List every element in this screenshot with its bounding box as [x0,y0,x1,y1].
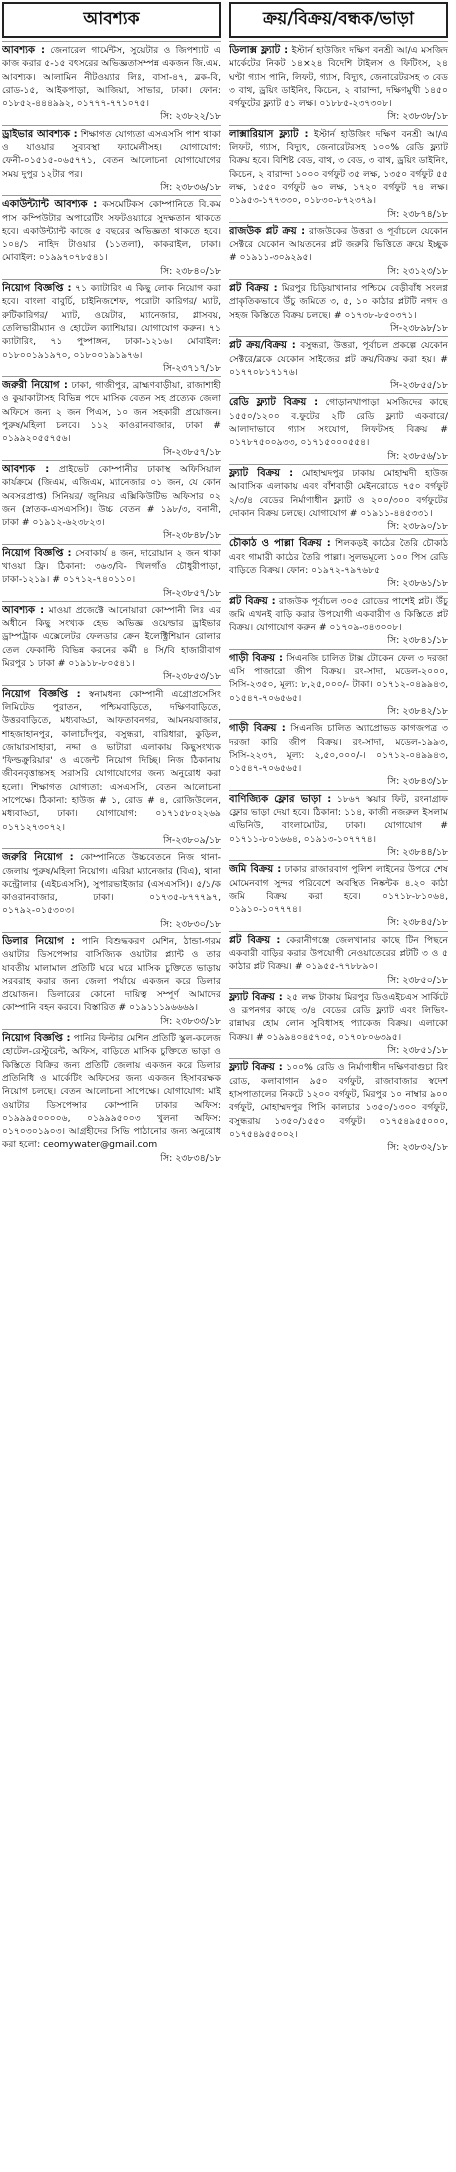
classified-ad [229,279,448,336]
ad-code: সি-২৩৮৫৭/১৮ [162,587,221,599]
ad-code: সি: ২৩৮৪০/১৮ [160,265,221,277]
ad-code: সি-২৩৮৫৭/১৮ [162,446,221,458]
ad-body: পানি বিশুদ্ধকরণ মেশিন, ঠান্ডা-গরম ওয়াটার ডিসপেন্সার বাসিজ্যিক ওয়াটার প্ল্যান্ট ও তার যাবতীয় মালামাল প্রতিটি ঘরে ঘরে মাসিক চুক্তিতে ভাড়ায় সরবরাহ করার জন্য জেলা পর্যায়ে একজন করে ডিলার প্রয়োজন। ডিলারের কোনো দায়িত্ব সম্পূর্ণ আমাদের কোম্পানি বহন করবে। বিস্তারিত # ০১৯১১১৯৬৬৬৯। [2,936,221,1014]
ad-code: সি-২৩৮৪৮/১৮ [162,530,221,542]
ad-heading: রেডি ফ্ল্যাট বিক্রয় : [229,397,319,409]
classified-ad [229,534,448,591]
ad-body: মোহাম্মদপুর ঢাকায় মোহাম্মদী হাউজ আবাসিক এলাকায় এবং বাঁশবাড়ী মেইনরোডে ৭৫০ বর্গফুট ২/৩/৪ বেডের নির্মাণাধীন ফ্ল্যাট ও ২০০/৩০০ বর্গফুটের দোকান বিক্রয় চলছে। যোগাযোগ # ০১৯১১-৪৪৫৩৩১। [229,467,448,519]
classified-ad [2,544,221,601]
classified-ad [229,988,448,1058]
column-wanted [2,2,221,2172]
ad-body: ১০০% রেডি ও নির্মাণাধীন দক্ষিণবাগুচা রিং রোড, কলাবাগান ৯৫০ বর্গফুট, রাজাবাজার স্বদেশ হাসপাতালের নিকটে ১২০০ বর্গফুট, মিরপুর ১০ নাম্বার ৯০০ বর্গফুট, মোহাম্মদপুর পিসি কালচার ১৩৫০/১৩০০ বর্গফুট, বসুন্ধরায় ১৩৫০/১৫৫০ বর্গফুট। ০১৭৫৪৯৫৫০০০, ০১৭৫৪৯৫৫০০২। [229,1062,448,1140]
classified-ad [2,1029,221,1166]
ad-body: পানির ফিল্টার মেশিন প্রতিটি স্কুল-কলেজ হোটেল-রেস্টুরেন্ট, অফিস, বাড়িতে মাসিক চুক্তিতে ভাড়া ও কিস্তিতে বিক্রির জন্য প্রতিটি জেলায় একজন করে ডিলার প্রতিনিধি ও মার্কেটিং অফিসের জন্য একজন হিসাবরক্ষক নিয়োগ চলছে। বেতন আলোচনা সাপেক্ষে। যোগাযোগ: মাই ওয়াটার ডিসপেন্সার কোম্পানি ঢাকার অফিস: ০১৯৯৯৫০০০০৬, ০১৯৯৯৫০০৩ খুলনা অফিস: ০১৭০৩০১৯০৩। আগ্রহীদের সিভি পাঠানোর জন্য অনুরোধ করা হলো: ceomywater@gmail.com [2,1033,221,1151]
ad-body: শিলকড়ই কাঠের তৈরি চৌকাঠ এবং গামারী কাঠের তৈরি পাল্লা। সুলভমূল্যে ১০০ পিস রেডি বাড়িতে বিক্রয়। ফোন: ০১৯৭২-৭৯৭৬৮৫ [229,538,448,576]
ad-heading: নিয়োগ বিজ্ঞপ্তি : [2,688,81,700]
ad-code: সি: ২৩৮৫০/১৮ [387,974,448,986]
classified-ad [229,790,448,860]
ad-heading: নিয়োগ বিজ্ঞপ্তি : [2,547,72,559]
classified-ad [229,1058,448,1155]
ad-code: সি-২৩৮৫৫/১৮ [389,380,448,392]
ad-body: মিরপুর চিড়িয়াখানার পশ্চিমে বেড়ীবাঁধ সংলগ্ন প্রাকৃতিকভাবে উঁচু জমিতে ৩, ৫, ১০ কাঠার প্লটটি নগদ ও সহজ কিস্তিতে বিক্রয় চলছে। # ০১৭৩৮-৮৫০৩৭১। [229,283,448,321]
classified-ad [229,393,448,463]
classified-ad [229,464,448,534]
ad-code: সি: ২৩৮৩০/১৮ [160,918,221,930]
ad-heading: আবশ্যক : [2,604,45,616]
ad-body: শিক্ষাগত যোগ্যতা এসএসসি পাশ থাকা ও যাওয়ার সুব্যবস্থা ফ্যামেলীসহ। যোগাযোগ: ফেনী-০১৫১৫-০৬৫৭৭১, বেতন আলোচনা যোগাযোগের সময় দুপুর ১২টার পর। [2,128,221,180]
ad-code: সি: ২৩৮৩২/১৮ [387,1142,448,1154]
classified-ad [2,601,221,685]
classified-ad [2,279,221,376]
ad-code: সি: ২৩৮৪৫/১৮ [387,917,448,929]
ad-code: সি: ২৩৮৩৮/১৮ [387,111,448,123]
ad-body: ১৮৬৭ স্কয়ার ফিট, রংনাগ্রাফ ফ্লোর ভাড়া দেয়া হবে। ঠিকানা: ১১৪, কাজী নজরুল ইসলাম এভিনিউ, বাংলামোটর, ঢাকা। যোগাযোগ # ০১৭১১-৮০১৬৬৪, ০১৯১৩-১০৭৭৭৪। [229,793,448,845]
ad-body: ৭১ ক্যাটারিং এ কিছু লোক নিয়োগ করা হবে। বাংলা বাবুর্চি, চাইনিজশেফ, পরোটা কারিগর/ ম্যাট, রুটিকারিগর/ ম্যাট, ওয়েটার, ম্যানেজার, গ্লাসবয়, তেলিভারীম্যান ও হোটেল ক্যাশিয়ার। যোগাযোগ করুন। ৭১ ক্যাটারিং, ৭১ পুষ্পাঙ্গন, ঢাকা-১২১৬। মোবাইল: ০১৮০০১৯১৯৭০, ০১৮০০১৯১৯৭৬। [2,283,221,361]
classified-ad [2,376,221,460]
ad-body: রাজউকের উত্তরা ও পূর্বাচলে যেকোন সেক্টরে যেকোন আয়তনের প্লট জরুরি ভিত্তিতে ক্রয়ে ইচ্ছুক # ০১৯১১-৩০৯২৯৫। [229,225,448,264]
ad-heading: চৌকাঠ ও পাল্লা বিক্রয় : [229,538,331,550]
ad-body: ২৫ লক্ষ টাকায় মিরপুর ডিওএইচএস সার্কিটে ও রূপনগর কাছে ৩/৪ বেডের রেডি ফ্ল্যাট এবং লিভিং-রান্নাঘর হোম লোন সুবিধাসহ প্যাকেজ বিক্রয়। এলাকো বিক্রয়। # ০১৯৯৪০৪৫৭০৫, ০১৭০৮০৬৩৯৫। [229,991,448,1043]
classified-ad [229,41,448,125]
ad-code: সি: ২৩৮৫৬/১৮ [387,450,448,462]
ad-heading: গাড়ী বিক্রয় : [229,723,286,735]
ad-heading: ডিলার নিয়োগ : [2,936,75,947]
ad-body: মাওয়া প্রজেক্টে আনোয়ারা কোম্পানী লিঃ এর অধীনে কিছু সংখ্যক হেভ অভিজ্ঞ ওয়েল্ডার ড্রাইভার ড্রাম্পট্রাক এক্সেলেটর ফেলডার ক্রেন ইলেক্ট্রিশিয়ান রোলার তেল ফেকাল্টি বিভিন্ন করনের কর্মী ৪ সি/বি হাজারীবাগ মিরপুর ১ ঢাকা # ০১৯১৮-৮০৫৪১। [2,604,221,670]
ad-heading: ফ্ল্যাট বিক্রয় : [229,467,294,479]
classified-ad [229,336,448,393]
section-header-wanted: আবশ্যক [2,2,221,38]
ad-code: সি-২৩৮০৯/১৮ [162,834,221,846]
ad-body: কেরানীগঞ্জে জেলখানার কাছে টিন পিছনে একবারী বাড়ির করার উপযোগী নেওয়াতেরের প্লটটি ৩ ও ৫ কাঠার প্লট বিক্রয়। # ০১৯৫৫-৭৭৮৮৯০। [229,934,448,973]
ad-body: গোড়ানখাপাড়া মসজিদের কাছে ১৫৫০/১২০০ ব.ফুটের ২টি রেডি ফ্ল্যাট একবারে/আলাদাভাবে গ্যাস সংযোগ, লিফটসহ বিক্রয় # ০১৭৮৭৫০০৯৩৩, ০১৭১৫০০০৫৫৪। [229,397,448,449]
ad-body: ইস্টার্ন হাউজিং দক্ষিণ বনশ্রী আ/এ মসজিদ মার্কেটের নিকট ১৪×২৪ বিদেশি টাইলস ও ফিটিংস, ২৪ ঘণ্টা গ্যাস পানি, লিফট, গ্যাস, বিদ্যুৎ, জেনারেটরসহ ৩ বেড ৩ বাথ, ড্রয়িং ডাইনিং, কিচেন, ২ বারান্দা, দক্ষিণমুখী ১৪৫০ বর্গফুটের ফ্ল্যাট ৫১ লক্ষ। ০১৮৮৫-২৩৭৩০৮। [229,45,448,110]
ad-code: সি-২৩৭১৭/১৮ [162,362,221,374]
ad-code: সি: ২৩৮৪৩/১৮ [387,776,448,788]
ad-heading: প্লট বিক্রয় : [229,934,281,946]
ad-body: ঢাকা, গাজীপুর, ব্রাহ্মণবাড়ীয়া, রাজাশাহী ও কুয়াকাটাসহ বিভিন্ন পদে মাসিক বেতন সহ প্রত্যেক জেলা অফিসে জন্য ২ জন পিএস, ১০ জন সহকারী প্রয়োজন। পুরুষ/মহিলা চলবে। ১১২ কাওরানবাজার, ঢাকা # ০১৯৯২০৫৫৭৫৬। [2,380,221,445]
classified-ad [229,592,448,649]
classified-ad [229,125,448,222]
ad-code: সি: ২৩৮৫১/১৮ [387,1045,448,1057]
classified-ad [2,125,221,195]
classified-ad [229,222,448,279]
ad-heading: একাউন্ট্যান্ট আবশ্যক : [2,199,98,211]
classified-ad [2,932,221,1029]
ad-heading: প্লট ক্রয়/বিক্রয় : [229,340,296,352]
ad-heading: রাজউক প্লট ক্রয় : [229,225,306,237]
ad-body: সিএনজি চালিত অ্যাপ্রোভড কাগজপত্র ৩ দরজা কারি জীপ বিক্রয়। রং-সাদা, মডেল-১৯৯৩, সিসি-২২৩৭, মূল্য: ২,৫০,০০০/-। ০১৭১২-০৪৯৯৪৩, ০১৫৪৭-৭০৬৫৬৫। [229,723,448,775]
ad-heading: জমি বিক্রয় : [229,864,282,876]
ad-body: ইস্টার্ন হাউজিং দক্ষিণ বনশ্রী আ/এ লিফট, গ্যাস, বিদ্যুৎ, জেনারেটরসহ ১০০% রেডি ফ্ল্যাট বিক্রয় হবে। বিশিষ্ট বেড, বাথ, ৩ বেড, ৩ বাথ, ড্রয়িং ডাইনিং, কিচেন, ২ বারান্দা ১০০০ বর্গফুট ৩৫ লক্ষ, ১৩৫০ বর্গফুট ৫৫ লক্ষ, ১৫৫০ বর্গফুট ৬০ লক্ষ, ১৭২০ বর্গফুট ৭৪ লক্ষ। ০১৯৫৩-১৭৭৩৩০, ০১৮৩০-৮৭২৩৭৯। [229,128,448,207]
ad-code: সি: ২৩৮৪১/১৮ [387,635,448,647]
ad-code: সি: ২৩৮৩৬/১৮ [160,181,221,193]
ad-body: কসমেটিকস কোম্পানিতে বি.কম পাস কম্পিউটার অপারেটিং সফটওয়্যারে সুদক্ষতান থাকতে হবে। একাউন্ট্যান্ট কাজে ৫ বছরের অভিজ্ঞতা থাকতে হবে। ১০৪/১ নাহিদ টাওয়ার (১১তলা), কাকরাইল, ঢাকা। মোবাইল: ০১৯৯৭০৭৮৫৪১। [2,199,221,264]
ad-heading: প্লট বিক্রয় : [229,283,278,295]
classified-ad [229,649,448,719]
classified-ad [229,860,448,930]
ad-body: বসুন্ধরা, উত্তরা, পূর্বাচল প্রকল্পে যেকোন সেক্টরে/ব্লকে যেকোন সাইজের প্লট ক্রয়/বিক্রয় করা হয়। # ০১৭৭০৮১৭১৭৬। [229,340,448,378]
ad-heading: ফ্ল্যাট বিক্রয় : [229,1062,283,1074]
ad-code: সি: ২৩১২৩/১৮ [387,265,448,277]
ad-body: ঢাকার রাজারবাগ পুলিশ লাইনের উপরে শেষ মোমেনবাগ সুন্দর পরিবেশে অবস্থিত নিষ্কন্টক ৪.২০ কাঠা জমি বিক্রয় করা হবে। ০১৭১৮-৮১০৬৪, ০১৯১০-১০৭৭৭৪। [229,864,448,916]
classified-ad [229,719,448,789]
section-header-buy-sell: ক্রয়/বিক্রয়/বন্ধক/ভাড়া [229,2,448,38]
ad-code: সি-২৩৮৫৩/১৮ [162,671,221,683]
ad-heading: আবশ্যক : [2,463,50,475]
ad-heading: প্লট বিক্রয় : [229,595,276,607]
ad-code: সি: ২৩৮৯০/১৮ [387,521,448,533]
ad-body: প্রাইভেট কোম্পানীর ঢাকাস্থ অফিসিয়াল কার্যক্রমে (জিএম, এজিএম, ম্যানেজার ০১ জন, যে কোন অবসরপ্রাপ্ত) সিনিয়র/ জুনিয়র এক্সিকিউটিভ অফিসার ০২ জন (স্নাতক-এসএসসি)। উচ্চ বেতন # ১৯৮/৩, বনানী, ঢাকা # ০১৯১২-৬২৩৮২৩। [2,463,221,529]
classified-ad [2,41,221,125]
classified-ad [2,460,221,544]
ad-body: জেনারেল গার্মেন্টস, সুয়েটার ও জিপশ্যাট এ কাজ করার ৫-১৫ বৎসরের অভিজ্ঞতাসম্পন্ন একজন জি.এম. আবশ্যক। আলামিন নীটওয়্যার লিঃ, বাসা-৪৭, ব্লক-বি, রোড-১৫, আইকপাড়া, আজিয়া, সাভার, ঢাকা। ফোন: ০১৮৫২-৪৪৪৯৯২, ০১৭৭৭-৭৭১০৭৫। [2,45,221,110]
ad-code: সি-২৩৮৯৮/১৮ [389,322,448,334]
ad-body: রাজউক পূর্বাচল ৩০৫ রোডের পাশেই প্লট। উঁচু জমি এখনই বাড়ি করার উপযোগী একবারীণ ও কিস্তিতে প্লট বিক্রয়। যোগাযোগ করুন # ০১৭০৯-৩৪৩০০৮। [229,595,448,634]
ad-heading: নিয়োগ বিজ্ঞপ্তি : [2,283,72,295]
ad-heading: ডিলাক্স ফ্ল্যাট : [229,45,289,56]
ad-heading: ফ্ল্যাট বিক্রয় : [229,991,283,1003]
ad-heading: নিয়োগ বিজ্ঞপ্তি : [2,1033,71,1045]
ad-code: সি: ২৩৮৪২/১৮ [387,705,448,717]
classified-ad [2,848,221,932]
ad-heading: জরুরী নিয়োগ : [2,380,68,392]
classified-ad [229,931,448,988]
ad-heading: আবশ্যক : [2,45,45,56]
classified-ad [2,685,221,849]
ad-heading: লাক্সারিয়াস ফ্ল্যাট : [229,128,309,140]
column-buy-sell-rent [229,2,448,2172]
ad-heading: গাড়ী বিক্রয় : [229,652,283,664]
ad-heading: ড্রাইভার আবশ্যক : [2,128,78,140]
ad-code: সি: ২৩৮৩৪/১৮ [160,1152,221,1164]
ad-body: কোম্পানিতে উচ্চবেতনে নিজ থানা-জেলায় পুরুষ/মহিলা নিয়োগ। এরিয়া ম্যানেজার (বিএ), থানা কন্ট্রোলার (এইচএসসি), সুপারভাইজার (এসএসসি)। ৫/১/ক কাওরানবাজার, ঢাকা। ০১৭৩৫-৮৭৭৭৯৭, ০১৭৯২-০১৫৩০৩। [2,852,221,917]
ad-code: সি: ২৩৮৪৪/১৮ [387,846,448,858]
ad-code: সি: ২৩৮২২/১৮ [160,111,221,123]
ad-body: স্বনামধন্য কোম্পানী এগ্রোপ্রসেসিং লিমিটেড পুরাতন, পশ্চিমবাড়িতে, দক্ষিণবাড়িতে, উত্তরবাড়িতে, মধ্যবাড্ডা, আফতাবনগর, আমনয়বাজার, শাহজাহানপুর, কালাচাঁদপুর, বসুন্ধরা, বারিধারা, কুড়িল, জোয়ারসাহারা, নদ্দা ও ভাটারা এলাকায় কিছুসংখ্যক 'ফিল্ডক্রুরিয়ার' ও এজেন্ট নিয়োগ দিচ্ছি। নিজ ঠিকানায় জীবনবৃত্তান্তসহ সরাসরি যোগাযোগের জন্য অনুরোধ করা হলো। শিক্ষাগত যোগ্যতা: এসএসসি, বেতন আলোচনা সাপেক্ষে। ঠিকানা: হাউজ # ১, রোড # ৪, রোজিউলেন, মধ্যবাড্ডা, ঢাকা। যোগাযোগ: ০১৭১৫৮০২২৬৯ ০১৭১২৭৩০৭২। [2,688,221,833]
ad-heading: জরুরি নিয়োগ : [2,852,74,864]
ad-code: সি: ২৩৮৭৪/১৮ [387,208,448,220]
ad-body: সিএনজি চালিত টাক্স টোকেন ফেল ৩ দরজা এসি পাজারো জীপ বিক্রয়। রং-সাদা, মডেল-২০০০, সিসি-২৩৫০, মূল্য: ৮,২৫,০০০/- টাকা। ০১৭১২-০৪৯৯৪৩, ০১৫৪৭-৭০৬৫৬৫। [229,652,448,704]
ad-body: সেবাকার্য ৪ জন, দারোয়ান ২ জন থাকা খাওয়া ফ্রি। ঠিকানা: ৩৬৩/বি- খিলগাঁও চৌধুরীপাড়া, ঢাকা-১২১৯। # ০১৭১২-৭৪০১১০। [2,547,221,586]
classified-ad [2,195,221,279]
ad-code: সি: ২৩৮৩৩/১৮ [160,1015,221,1027]
ad-heading: বাণিজ্যিক ফ্লোর ভাড়া : [229,793,332,805]
ad-code: সি: ২৩৮৬১/১৮ [387,578,448,590]
